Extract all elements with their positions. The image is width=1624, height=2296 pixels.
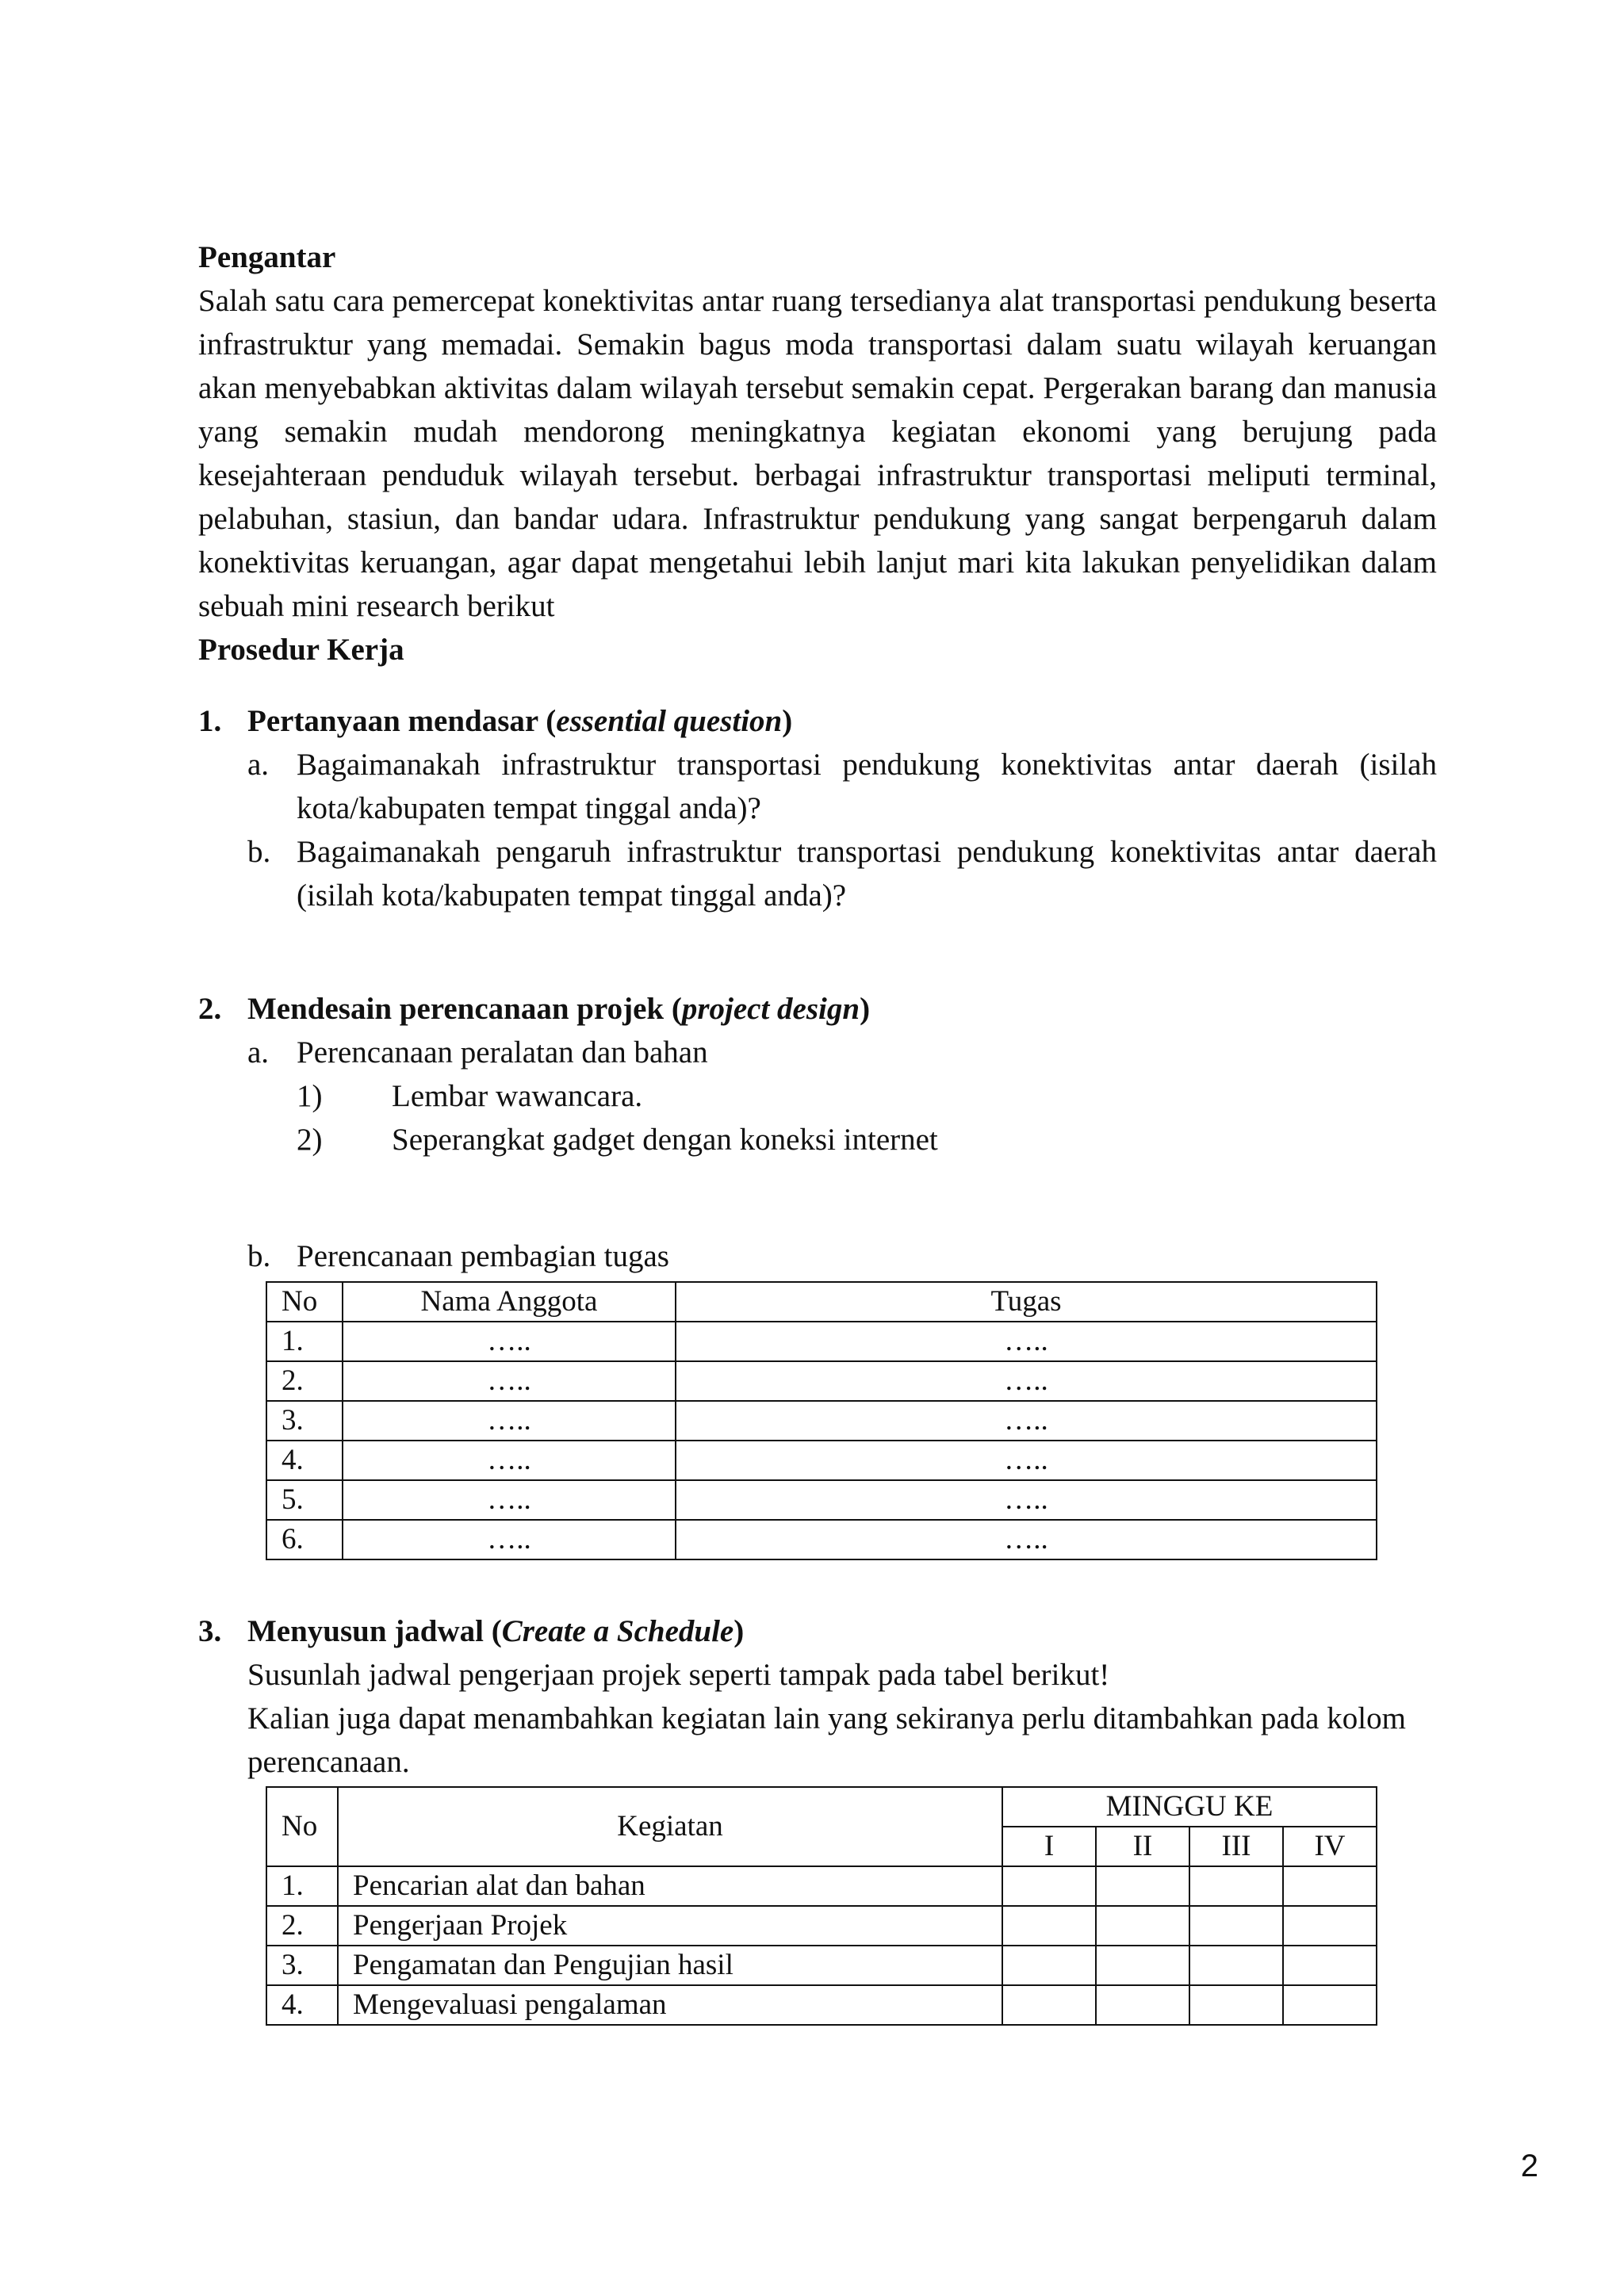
schedule-cell <box>1283 1866 1377 1906</box>
week-header: I <box>1002 1827 1096 1866</box>
section2-a-item2-text: Seperangkat gadget dengan koneksi internet <box>392 1123 938 1157</box>
section3-title: Menyusun jadwal ( <box>247 1614 502 1648</box>
section1-item-a-letter: a. <box>247 748 270 782</box>
schedule-cell <box>1283 1985 1377 2025</box>
schedule-row-no: 2. <box>266 1906 338 1946</box>
schedule-header-kegiatan: Kegiatan <box>338 1787 1002 1866</box>
section3-title-italic: Create a Schedule <box>501 1614 734 1648</box>
row-tugas: ….. <box>676 1520 1377 1559</box>
schedule-row-no: 1. <box>266 1866 338 1906</box>
row-nama: ….. <box>343 1520 676 1559</box>
section3-line1: Susunlah jadwal pengerjaan projek seperti tampak pada tabel berikut! <box>247 1658 1110 1692</box>
row-no: 4. <box>266 1441 343 1480</box>
section3-title-end: ) <box>733 1614 745 1648</box>
row-tugas: ….. <box>676 1441 1377 1480</box>
schedule-cell <box>1002 1946 1096 1985</box>
table-row <box>266 1401 1377 1441</box>
schedule-row-kegiatan: Mengevaluasi pengalaman <box>338 1985 1002 2025</box>
table-row <box>266 1946 1377 1985</box>
header-no: No <box>266 1282 343 1322</box>
section1-title: Pertanyaan mendasar ( <box>247 704 557 738</box>
section1-title-end: ) <box>782 704 793 738</box>
row-tugas: ….. <box>676 1361 1377 1401</box>
section2-a-item1-text: Lembar wawancara. <box>392 1079 643 1113</box>
schedule-row-kegiatan: Pengerjaan Projek <box>338 1906 1002 1946</box>
schedule-cell <box>1096 1985 1189 2025</box>
section1-heading <box>198 699 792 743</box>
row-no: 1. <box>266 1322 343 1361</box>
table-row <box>266 1906 1377 1946</box>
page-number: 2 <box>1520 2149 1538 2183</box>
schedule-cell <box>1096 1946 1189 1985</box>
schedule-cell <box>1189 1866 1283 1906</box>
row-no: 5. <box>266 1480 343 1520</box>
schedule-cell <box>1189 1946 1283 1985</box>
header-tugas: Tugas <box>676 1282 1377 1322</box>
schedule-row-kegiatan: Pengamatan dan Pengujian hasil <box>338 1946 1002 1985</box>
schedule-row-kegiatan: Pencarian alat dan bahan <box>338 1866 1002 1906</box>
schedule-header-no: No <box>266 1787 338 1866</box>
schedule-cell <box>1189 1985 1283 2025</box>
section1-title-italic: essential question <box>556 704 783 738</box>
schedule-cell <box>1283 1906 1377 1946</box>
task-division-table <box>266 1281 1377 1560</box>
section3-heading <box>198 1609 744 1653</box>
week-header: IV <box>1283 1827 1377 1866</box>
section3-line2: Kalian juga dapat menambahkan kegiatan lain yang sekiranya perlu ditambahkan pada kolom perencanaan. <box>247 1701 1406 1779</box>
schedule-cell <box>1002 1906 1096 1946</box>
section2-number: 2. <box>198 992 222 1026</box>
table-row <box>266 1361 1377 1401</box>
row-no: 3. <box>266 1401 343 1441</box>
table-row <box>266 1985 1377 2025</box>
section1-item-b-letter: b. <box>247 835 271 869</box>
header-nama-anggota: Nama Anggota <box>343 1282 676 1322</box>
table-row <box>266 1480 1377 1520</box>
section2-title: Mendesain perencanaan projek ( <box>247 992 682 1026</box>
intro-paragraph: Salah satu cara pemercepat konektivitas antar ruang tersedianya alat transportasi pendukung beserta infrastruktur yang memadai. Semakin bagus moda transportasi dalam suatu wilayah keruangan akan menyebabkan aktivitas dalam wilayah tersebut semakin cepat. Pergerakan barang dan manusia yang semakin mudah mendorong meningkatnya kegiatan ekonomi yang berujung pada kesejahteraan penduduk wilayah tersebut. berbagai infrastruktur transportasi meliputi terminal, pelabuhan, stasiun, dan bandar udara. Infrastruktur pendukung yang sangat berpengaruh dalam konektivitas keruangan, agar dapat mengetahui lebih lanjut mari kita lakukan penyelidikan dalam sebuah mini research berikut <box>198 284 1437 623</box>
schedule-table <box>266 1786 1377 2026</box>
section2-b-letter: b. <box>247 1239 271 1273</box>
table-header-row <box>266 1282 1377 1322</box>
table-row <box>266 1322 1377 1361</box>
section2-a-text: Perencanaan peralatan dan bahan <box>297 1035 708 1070</box>
schedule-cell <box>1096 1866 1189 1906</box>
row-nama: ….. <box>343 1480 676 1520</box>
section2-title-end: ) <box>860 992 871 1026</box>
schedule-cell <box>1189 1906 1283 1946</box>
week-header: III <box>1189 1827 1283 1866</box>
section2-b-text: Perencanaan pembagian tugas <box>297 1239 669 1273</box>
schedule-cell <box>1096 1906 1189 1946</box>
table-row <box>266 1441 1377 1480</box>
row-no: 2. <box>266 1361 343 1401</box>
section1-item-b-text: Bagaimanakah pengaruh infrastruktur transportasi pendukung konektivitas antar daerah (isilah kota/kabupaten tempat tinggal anda)? <box>297 835 1437 913</box>
schedule-row-no: 3. <box>266 1946 338 1985</box>
row-no: 6. <box>266 1520 343 1559</box>
section2-a-item1-num: 1) <box>297 1079 323 1113</box>
section1-number: 1. <box>198 704 222 738</box>
schedule-cell <box>1283 1946 1377 1985</box>
schedule-cell <box>1002 1985 1096 2025</box>
procedure-heading: Prosedur Kerja <box>198 633 404 667</box>
schedule-header-minggu: MINGGU KE <box>1002 1787 1377 1827</box>
schedule-cell <box>1002 1866 1096 1906</box>
row-nama: ….. <box>343 1322 676 1361</box>
week-header: II <box>1096 1827 1189 1866</box>
row-nama: ….. <box>343 1361 676 1401</box>
section2-heading <box>198 987 870 1031</box>
section2-a-item2-num: 2) <box>297 1123 323 1157</box>
schedule-header-row <box>266 1787 1377 1827</box>
section2-title-italic: project design <box>681 992 860 1026</box>
row-tugas: ….. <box>676 1480 1377 1520</box>
section2-a-letter: a. <box>247 1035 270 1070</box>
intro-heading: Pengantar <box>198 240 336 274</box>
row-nama: ….. <box>343 1441 676 1480</box>
table-row <box>266 1866 1377 1906</box>
row-nama: ….. <box>343 1401 676 1441</box>
row-tugas: ….. <box>676 1401 1377 1441</box>
table-row <box>266 1520 1377 1559</box>
section1-item-a-text: Bagaimanakah infrastruktur transportasi pendukung konektivitas antar daerah (isilah kota/kabupaten tempat tinggal anda)? <box>297 748 1437 825</box>
row-tugas: ….. <box>676 1322 1377 1361</box>
schedule-row-no: 4. <box>266 1985 338 2025</box>
section3-number: 3. <box>198 1614 222 1648</box>
